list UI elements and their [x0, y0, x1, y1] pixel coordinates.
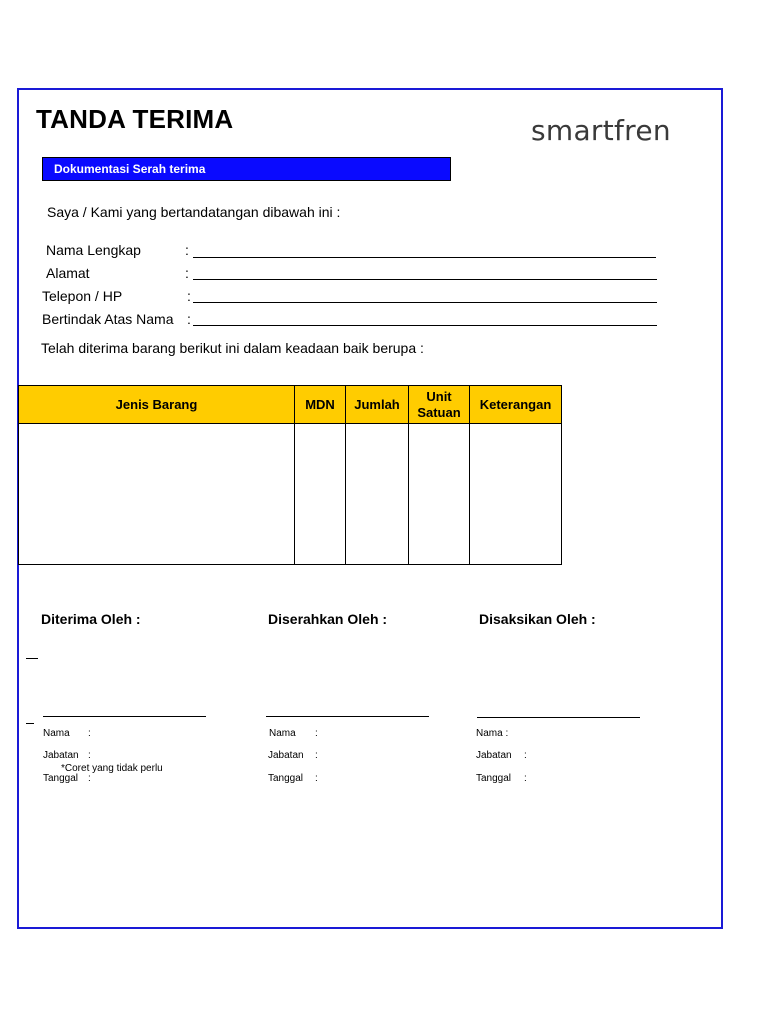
field-line-nama-lengkap[interactable] [193, 257, 656, 258]
field-line-telepon[interactable] [193, 302, 657, 303]
page-title: TANDA TERIMA [36, 104, 234, 134]
signature-line-disaksikan[interactable] [477, 717, 640, 718]
col-header-keterangan: Keterangan [470, 386, 562, 424]
sig-colon: : [315, 750, 318, 761]
sig-nama-label: Nama : [476, 728, 509, 739]
field-label-nama-lengkap: Nama Lengkap [46, 242, 141, 258]
margin-dash [26, 723, 34, 724]
sig-colon: : [88, 750, 91, 761]
smartfren-logo: smartfren [531, 114, 671, 147]
sig-colon: : [524, 773, 527, 784]
cell-jenis-barang[interactable] [19, 424, 295, 565]
signature-line-diserahkan[interactable] [266, 716, 429, 717]
cell-keterangan[interactable] [470, 424, 562, 565]
sig-nama-label: Nama [43, 728, 70, 739]
intro-text: Saya / Kami yang bertandatangan dibawah ini : [47, 204, 341, 220]
section-label: Dokumentasi Serah terima [54, 162, 206, 176]
signature-heading-disaksikan: Disaksikan Oleh : [479, 611, 596, 627]
sig-tanggal-label: Tanggal [43, 773, 79, 784]
field-colon: : [185, 242, 189, 258]
col-header-mdn: MDN [295, 386, 346, 424]
signature-line-diterima[interactable] [43, 716, 206, 717]
field-colon: : [187, 311, 191, 327]
field-colon: : [187, 288, 191, 304]
received-text: Telah diterima barang berikut ini dalam keadaan baik berupa : [41, 340, 424, 356]
sig-colon: : [315, 728, 318, 739]
sig-jabatan-label: Jabatan [476, 750, 512, 761]
section-bar [42, 157, 451, 181]
sig-tanggal-label: Tanggal [268, 773, 304, 784]
col-header-jumlah: Jumlah [346, 386, 409, 424]
cell-unit-satuan[interactable] [409, 424, 470, 565]
table-header-row [19, 386, 562, 424]
signature-heading-diterima: Diterima Oleh : [41, 611, 141, 627]
signature-heading-diserahkan: Diserahkan Oleh : [268, 611, 388, 627]
sig-jabatan-label: Jabatan [43, 750, 79, 761]
sig-colon: : [88, 773, 91, 784]
footnote: *Coret yang tidak perlu [61, 763, 163, 774]
sig-jabatan-label: Jabatan [268, 750, 304, 761]
cell-mdn[interactable] [295, 424, 346, 565]
field-label-bertindak-atas-nama: Bertindak Atas Nama [42, 311, 174, 327]
field-line-bertindak-atas-nama[interactable] [193, 325, 657, 326]
field-line-alamat[interactable] [193, 279, 657, 280]
cell-jumlah[interactable] [346, 424, 409, 565]
items-table [18, 385, 562, 565]
field-label-telepon: Telepon / HP [42, 288, 123, 304]
sig-colon: : [88, 728, 91, 739]
field-label-alamat: Alamat [46, 265, 90, 281]
sig-tanggal-label: Tanggal [476, 773, 512, 784]
col-header-unit-satuan: Unit Satuan [409, 386, 470, 424]
field-colon: : [185, 265, 189, 281]
margin-dash [26, 658, 38, 659]
col-header-jenis-barang: Jenis Barang [19, 386, 295, 424]
sig-colon: : [315, 773, 318, 784]
table-row [19, 424, 562, 565]
sig-nama-label: Nama [269, 728, 296, 739]
sig-colon: : [524, 750, 527, 761]
